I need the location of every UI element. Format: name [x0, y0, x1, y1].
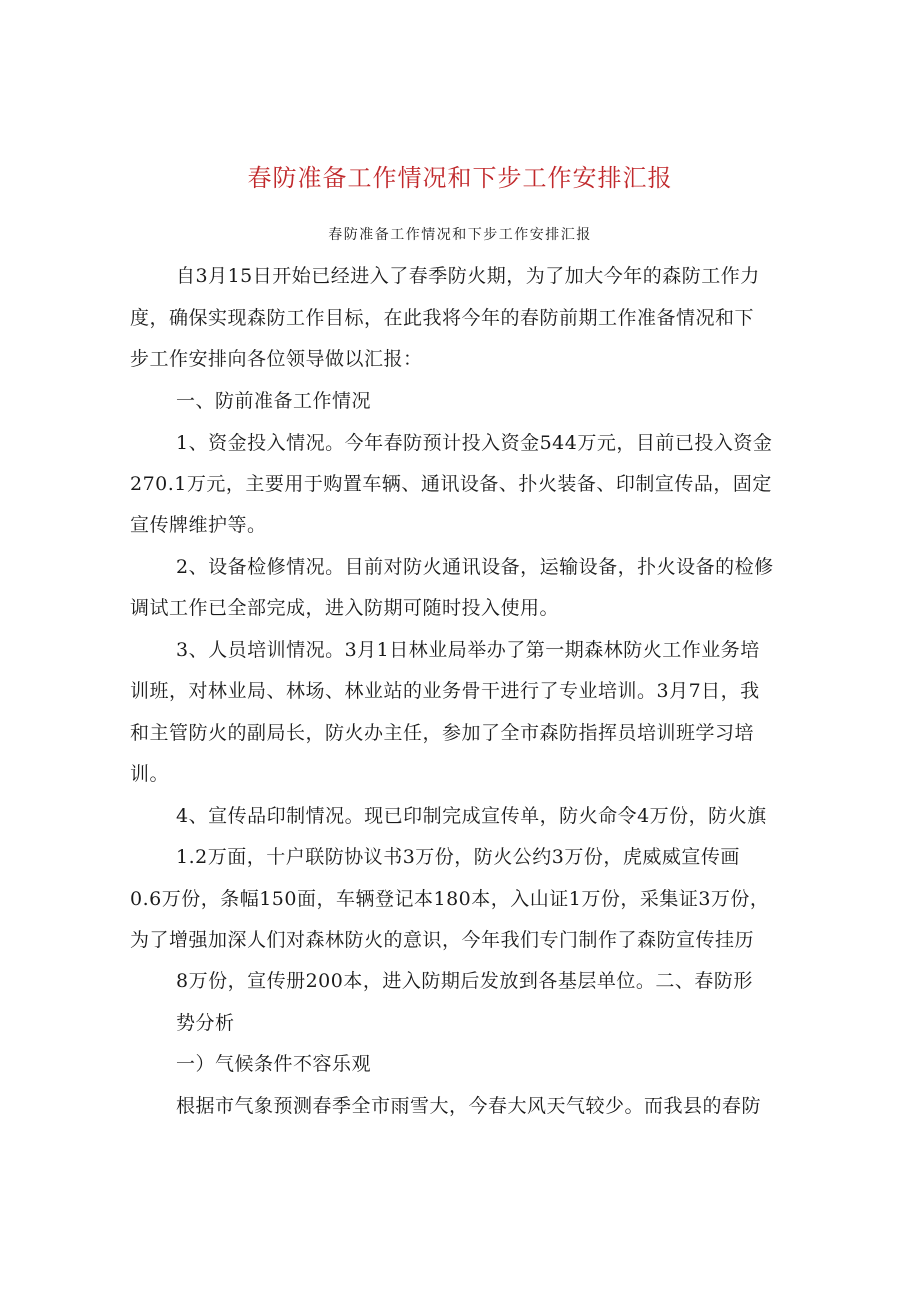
body-line-14: 4、宣传品印制情况。现已印制完成宣传单，防火命令4万份，防火旗 [176, 805, 767, 827]
body-line-15: 1.2万面，十户联防协议书3万份，防火公约3万份，虎威威宣传画 [176, 846, 740, 868]
body-line-3: 步工作安排向各位领导做以汇报： [130, 348, 423, 370]
body-line-13: 训。 [130, 763, 170, 785]
body-line-6: 270.1万元，主要用于购置车辆、通讯设备、扑火装备、印制宣传品，固定 [130, 473, 772, 495]
body-line-16: 0.6万份，条幅150面，车辆登记本180本，入山证1万份，采集证3万份， [130, 888, 770, 910]
subsection-heading-1: 一）气候条件不容乐观 [176, 1053, 372, 1075]
body-line-11: 训班，对林业局、林场、林业站的业务骨干进行了专业培训。3月7日，我 [130, 680, 760, 702]
body-line-10: 3、人员培训情况。3月1日林业局举办了第一期森林防火工作业务培 [176, 639, 760, 661]
body-line-12: 和主管防火的副局长，防火办主任，参加了全市森防指挥员培训班学习培 [130, 722, 755, 744]
body-line-17: 为了增强加深人们对森林防火的意识，今年我们专门制作了森防宣传挂历 [130, 929, 755, 951]
section-heading-1: 一、防前准备工作情况 [176, 390, 372, 412]
section-heading-2-cont: 势分析 [176, 1012, 235, 1034]
document-title: 春防准备工作情况和下步工作安排汇报 [247, 164, 673, 192]
body-line-18: 8万份，宣传册200本，进入防期后发放到各基层单位。二、春防形 [176, 970, 753, 992]
body-line-21: 根据市气象预测春季全市雨雪大，今春大风天气较少。而我县的春防 [176, 1095, 762, 1117]
body-line-9: 调试工作已全部完成，进入防期可随时投入使用。 [130, 597, 560, 619]
body-line-5: 1、资金投入情况。今年春防预计投入资金544万元，目前已投入资金 [176, 432, 773, 454]
document-subtitle: 春防准备工作情况和下步工作安排汇报 [328, 227, 592, 243]
body-line-1: 自3月15日开始已经进入了春季防火期，为了加大今年的森防工作力 [176, 265, 760, 287]
body-line-8: 2、设备检修情况。目前对防火通讯设备，运输设备，扑火设备的检修 [176, 556, 774, 578]
body-line-2: 度，确保实现森防工作目标，在此我将今年的春防前期工作准备情况和下 [130, 307, 755, 329]
body-line-7: 宣传牌维护等。 [130, 514, 267, 536]
